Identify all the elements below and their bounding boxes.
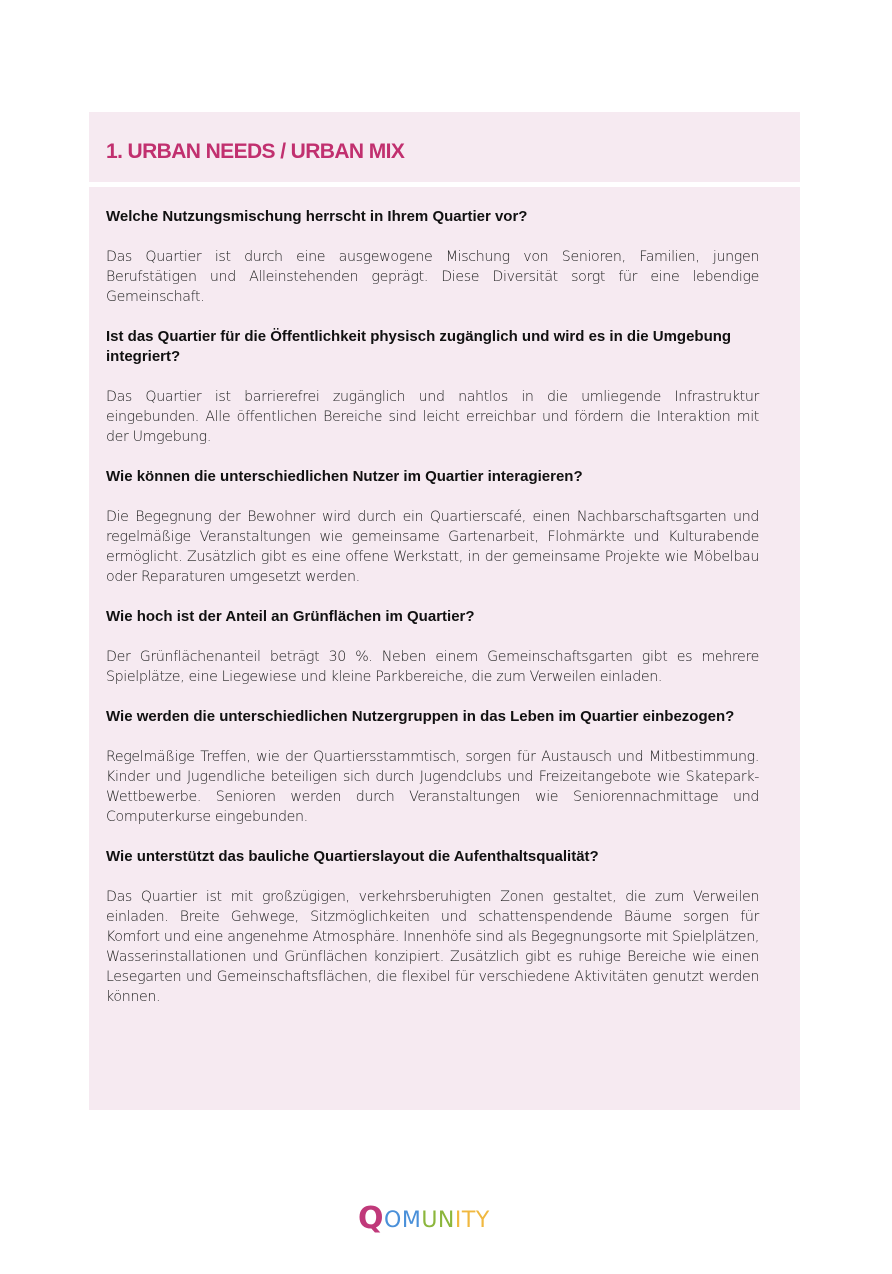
question: Wie können die unterschiedlichen Nutzer im Quartier interagieren? [106, 468, 583, 485]
question: Wie hoch ist der Anteil an Grünflächen im Quartier? [106, 608, 475, 625]
answer: Das Quartier ist mit großzügigen, verkehrsberuhigten Zonen gestaltet, die zum Verweilen einladen. Breite Gehwege, Sitzmöglichkeiten und schattenspendende Bäume sorgen für Komfort und eine angenehme Atmosphäre. Innenhöfe sind als Begegnungsorte mit Spielplätzen, Wasserinstallationen und Grünflächen konzipiert. Zusätzlich gibt es ruhige Bereiche wie einen Lesegarten und Gemeinschaftsflächen, die flexibel für verschiedene Aktivitäten genutzt werden können. [106, 889, 759, 1005]
section-body [89, 187, 800, 1110]
logo-part-un: UN [421, 1208, 455, 1233]
section-header [89, 112, 800, 182]
question: Wie werden die unterschiedlichen Nutzergruppen in das Leben im Quartier einbezogen? [106, 708, 735, 725]
question: Welche Nutzungsmischung herrscht in Ihrem Quartier vor? [106, 208, 528, 225]
qa-item [106, 607, 759, 687]
answer: Das Quartier ist barrierefrei zugänglich und nahtlos in die umliegende Infrastruktur eingebunden. Alle öffentlichen Bereiche sind leicht erreichbar und fördern die Interaktion mit der Umgebung. [106, 389, 759, 445]
qa-item [106, 207, 759, 307]
answer: Regelmäßige Treffen, wie der Quartiersstammtisch, sorgen für Austausch und Mitbestimmung. Kinder und Jugendliche beteiligen sich durch Jugendclubs und Freizeitangebote wie Skatepark-Wettbewerbe. Senioren werden durch Veranstaltungen wie Seniorennachmittage und Computerkurse eingebunden. [106, 749, 759, 825]
qa-item [106, 707, 759, 827]
qa-item [106, 467, 759, 587]
logo-part-ity: ITY [454, 1208, 490, 1233]
answer: Der Grünflächenanteil beträgt 30 %. Neben einem Gemeinschaftsgarten gibt es mehrere Spielplätze, eine Liegewiese und kleine Parkbereiche, die zum Verweilen einladen. [106, 649, 759, 685]
question: Wie unterstützt das bauliche Quartierslayout die Aufenthaltsqualität? [106, 848, 599, 865]
qa-list [106, 207, 759, 1027]
qa-item [106, 847, 759, 1007]
question: Ist das Quartier für die Öffentlichkeit physisch zugänglich und wird es in die Umgebung integriert? [106, 328, 732, 365]
logo-part-om: OM [384, 1208, 422, 1233]
section-title: 1. URBAN NEEDS / URBAN MIX [106, 140, 405, 163]
answer: Die Begegnung der Bewohner wird durch ein Quartierscafé, einen Nachbarschaftsgarten und regelmäßige Veranstaltungen wie gemeinsame Gartenarbeit, Flohmärkte und Kulturabende ermöglicht. Zusätzlich gibt es eine offene Werkstatt, in der gemeinsame Projekte wie Möbelbau oder Reparaturen umgesetzt werden. [106, 509, 759, 585]
qomunity-logo [358, 1200, 490, 1234]
answer: Das Quartier ist durch eine ausgewogene Mischung von Senioren, Familien, jungen Berufstätigen und Alleinstehenden geprägt. Diese Diversität sorgt für eine lebendige Gemeinschaft. [106, 249, 759, 305]
qa-item [106, 327, 759, 447]
logo-letter-q: Q [358, 1201, 385, 1236]
